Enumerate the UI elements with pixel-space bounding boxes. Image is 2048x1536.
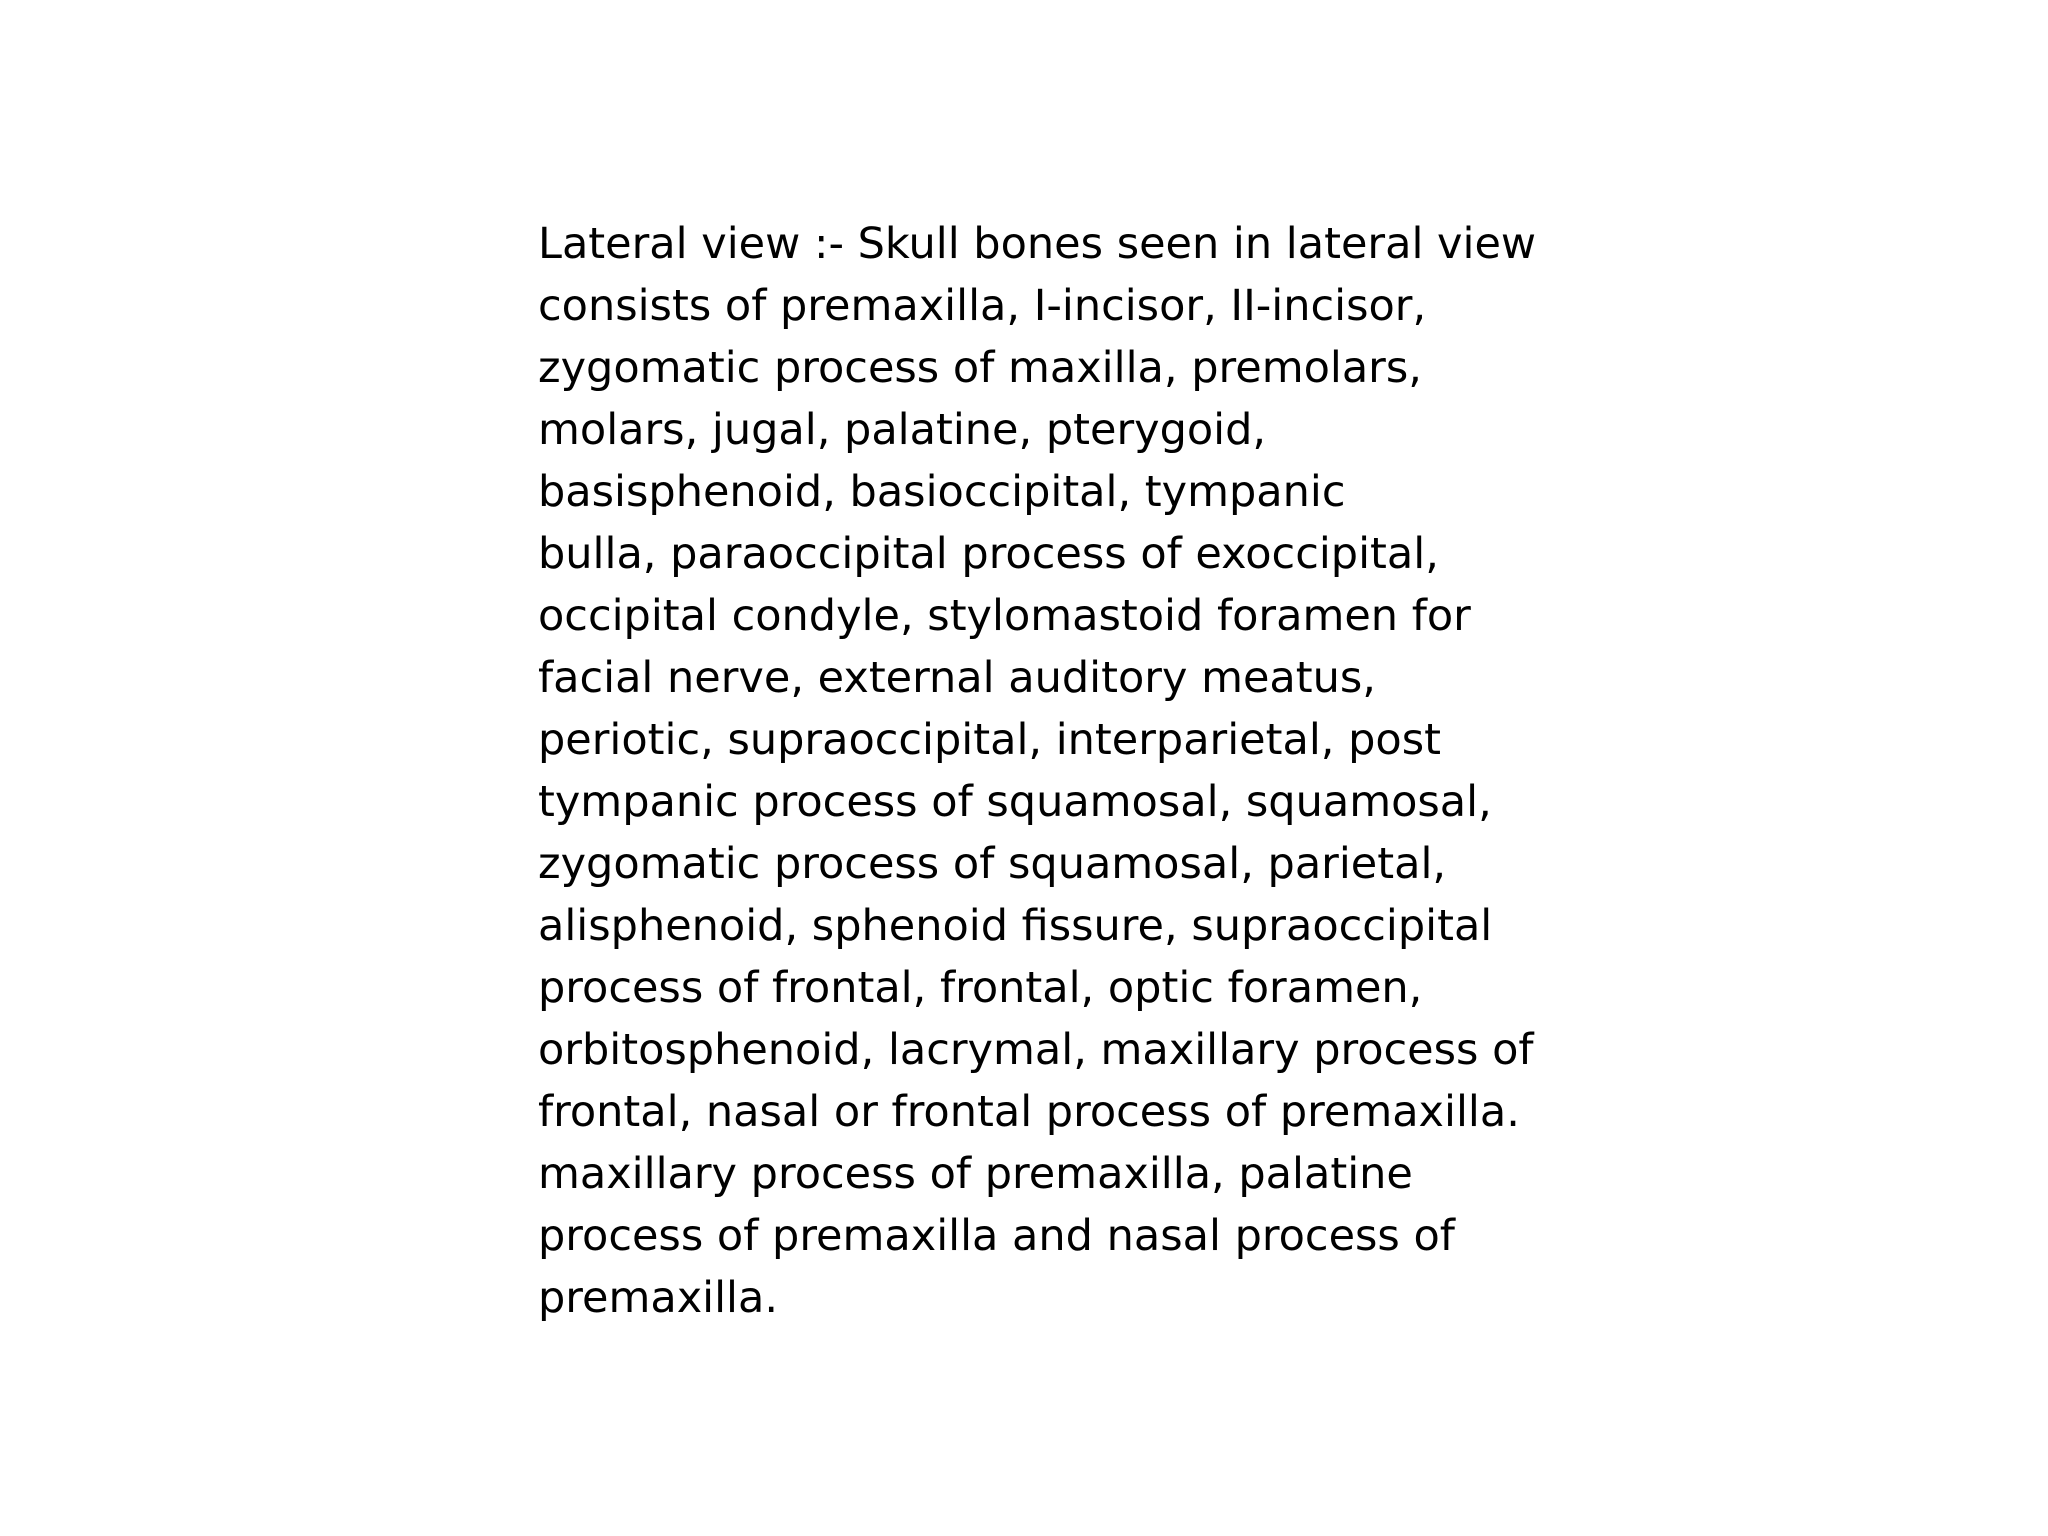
text-line: orbitosphenoid, lacrymal, maxillary process of: [538, 1025, 1534, 1075]
text-line: alisphenoid, sphenoid fissure, supraoccipital: [538, 901, 1493, 951]
text-line: process of frontal, frontal, optic foramen,: [538, 963, 1423, 1013]
text-line: basisphenoid, basioccipital, tympanic: [538, 467, 1346, 517]
text-line: frontal, nasal or frontal process of premaxilla.: [538, 1087, 1520, 1137]
text-line: premaxilla.: [538, 1273, 779, 1323]
text-line: periotic, supraoccipital, interparietal, post: [538, 715, 1441, 765]
text-line: zygomatic process of squamosal, parietal,: [538, 839, 1447, 889]
text-line: zygomatic process of maxilla, premolars,: [538, 343, 1422, 393]
text-line: maxillary process of premaxilla, palatine: [538, 1149, 1413, 1199]
text-line: process of premaxilla and nasal process of: [538, 1211, 1455, 1261]
text-line: occipital condyle, stylomastoid foramen for: [538, 591, 1471, 641]
text-line: tympanic process of squamosal, squamosal,: [538, 777, 1492, 827]
text-line: facial nerve, external auditory meatus,: [538, 653, 1376, 703]
text-line: consists of premaxilla, I-incisor, II-incisor,: [538, 281, 1427, 331]
text-line: molars, jugal, palatine, pterygoid,: [538, 405, 1267, 455]
body-text: [538, 213, 1538, 1329]
text-line: Lateral view :- Skull bones seen in lateral view: [538, 219, 1537, 269]
text-line: bulla, paraoccipital process of exoccipital,: [538, 529, 1439, 579]
